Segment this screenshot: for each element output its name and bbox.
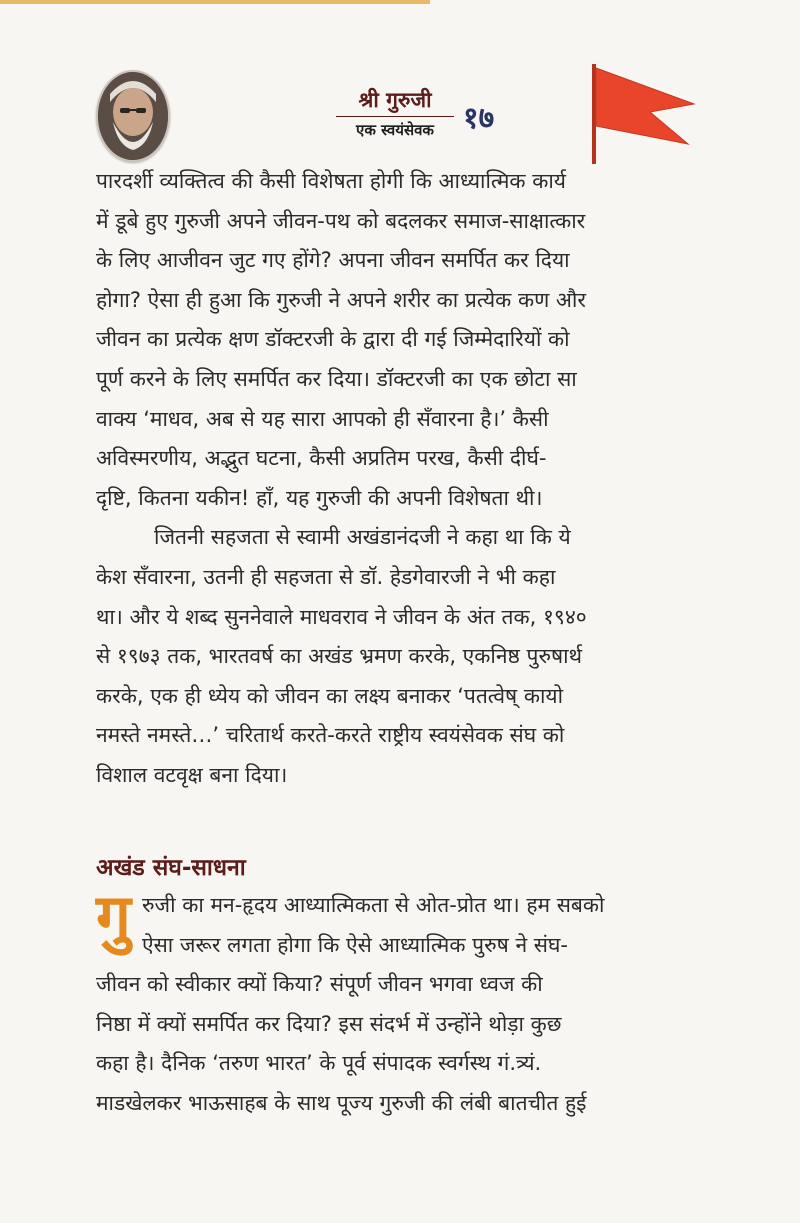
author-portrait <box>96 70 170 162</box>
body-line: करके, एक ही ध्येय को जीवन का लक्ष्य बनाकर ‘पतत्वेष् कायो <box>96 683 564 708</box>
body-line: था। और ये शब्द सुननेवाले माधवराव ने जीवन के अंत तक, १९४० <box>96 604 587 629</box>
body-line: से १९७३ तक, भारतवर्ष का अखंड भ्रमण करके, एकनिष्ठ पुरुषार्थ <box>96 644 583 669</box>
body-line: अविस्मरणीय, अद्भुत घटना, कैसी अप्रतिम परख, कैसी दीर्घ- <box>96 446 547 471</box>
book-subtitle: एक स्वयंसेवक <box>356 121 434 139</box>
body-line: पूर्ण करने के लिए समर्पित कर दिया। डॉक्टरजी का एक छोटा सा <box>96 366 577 391</box>
drop-cap: गु <box>96 880 131 953</box>
body-line: पारदर्शी व्यक्तित्व की कैसी विशेषता होगी कि आध्यात्मिक कार्य <box>96 169 566 193</box>
body-line: रुजी का मन-हृदय आध्यात्मिकता से ओत-प्रोत था। हम सबको <box>142 893 605 917</box>
body-line: वाक्य ‘माधव, अब से यह सारा आपको ही सँवारना है।’ कैसी <box>96 406 549 431</box>
body-line: के लिए आजीवन जुट गए होंगे? अपना जीवन समर्पित कर दिया <box>96 248 570 273</box>
body-line: दृष्टि, कितना यकीन! हाँ, यह गुरुजी की अपनी विशेषता थी। <box>96 485 543 510</box>
body-line: जीवन को स्वीकार क्यों किया? संपूर्ण जीवन भगवा ध्वज की <box>96 972 543 997</box>
body-line: जीवन का प्रत्येक क्षण डॉक्टरजी के द्वारा दी गई जिम्मेदारियों को <box>96 327 570 352</box>
section-heading: अखंड संघ-साधना <box>96 855 246 881</box>
book-title: श्री गुरुजी <box>358 88 432 112</box>
section-body-text <box>96 880 702 1124</box>
body-line: विशाल वटवृक्ष बना दिया। <box>96 762 288 787</box>
body-line: केश सँवारना, उतनी ही सहजता से डॉ. हेडगेवारजी ने भी कहा <box>96 564 556 589</box>
paragraph-start-line: जितनी सहजता से स्वामी अखंडानंदजी ने कहा था कि ये <box>154 525 571 550</box>
body-text <box>96 162 702 796</box>
portrait-photo-icon <box>98 72 168 160</box>
saffron-flag-icon <box>590 64 700 164</box>
body-line: में डूबे हुए गुरुजी अपने जीवन-पथ को बदलकर समाज-साक्षात्कार <box>96 208 586 233</box>
body-line: होगा? ऐसा ही हुआ कि गुरुजी ने अपने शरीर का प्रत्येक कण और <box>96 287 586 312</box>
body-line: कहा है। दैनिक ‘तरुण भारत’ के पूर्व संपादक स्वर्गस्थ गं.त्र्यं. <box>96 1051 542 1076</box>
top-decorative-rule <box>0 0 430 4</box>
body-line: ऐसा जरूर लगता होगा कि ऐसे आध्यात्मिक पुरुष ने संघ- <box>142 932 568 957</box>
header-divider <box>336 116 454 117</box>
page-number: १७ <box>463 101 495 136</box>
body-line: नमस्ते नमस्ते…’ चरितार्थ करते-करते राष्ट्रीय स्वयंसेवक संघ को <box>96 723 565 748</box>
body-line: माडखेलकर भाऊसाहब के साथ पूज्य गुरुजी की लंबी बातचीत हुई <box>96 1090 587 1115</box>
running-header <box>330 86 460 141</box>
body-line: निष्ठा में क्यों समर्पित कर दिया? इस संदर्भ में उन्होंने थोड़ा कुछ <box>96 1011 562 1036</box>
